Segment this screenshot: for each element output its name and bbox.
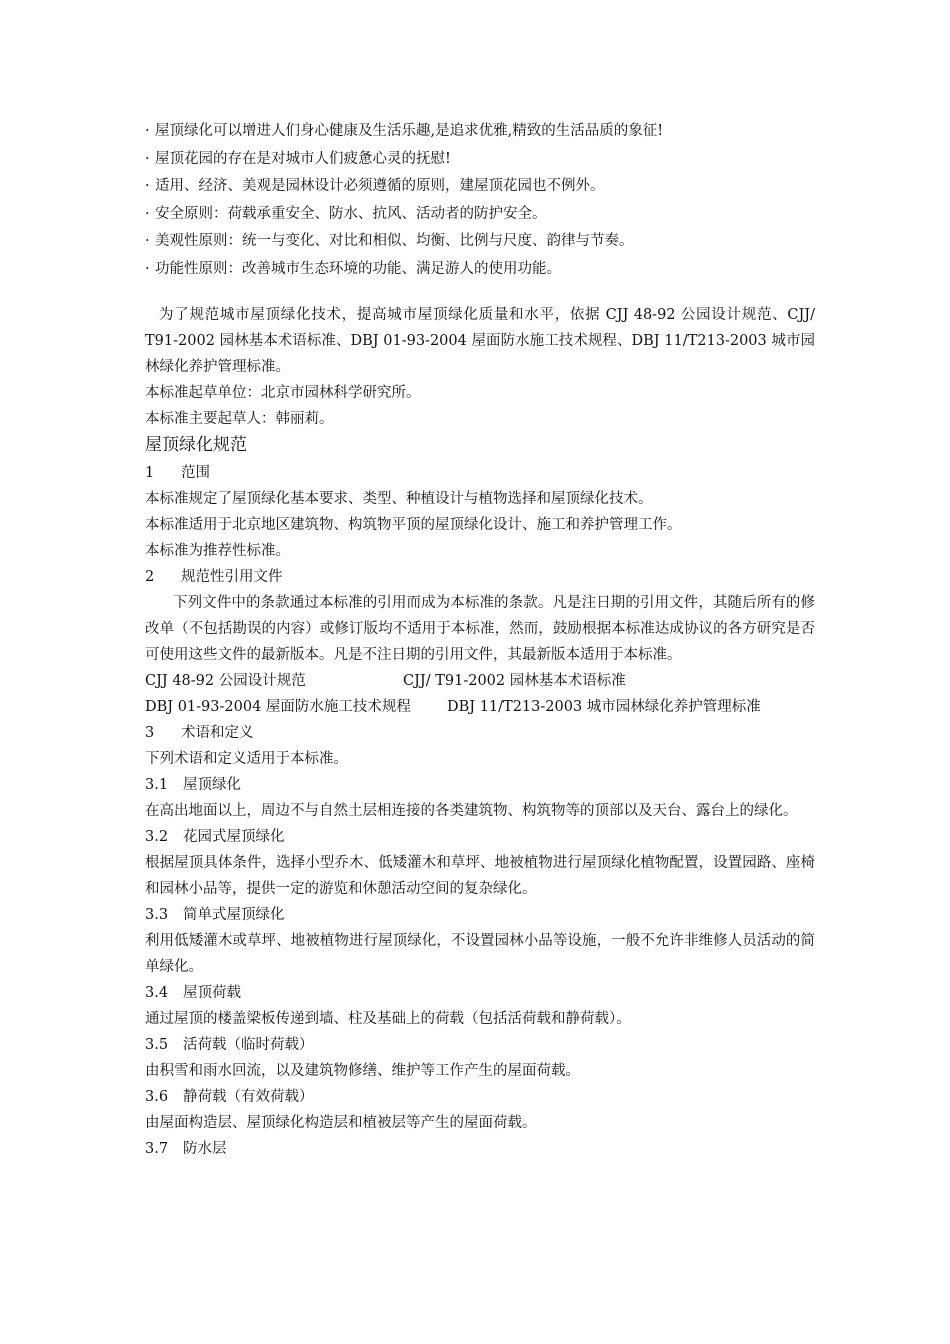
foreword-paragraph: 为了规范城市屋顶绿化技术，提高城市屋顶绿化质量和水平，依据 CJJ 48-92 公园设计规范、CJJ/ T91-2002 园林基本术语标准、DBJ 01-93-2004 屋面防水施工技术规程、DBJ 11/T213-2003 城市园林绿化养护管理标准。 <box>145 307 815 375</box>
list-item <box>145 173 815 201</box>
body-line: 本标准为推荐性标准。 <box>145 543 290 559</box>
term-number: 3.2 <box>145 829 169 845</box>
term-definition: 由屋面构造层、屋顶绿化构造层和植被层等产生的屋面荷载。 <box>145 1115 537 1131</box>
section-title: 规范性引用文件 <box>181 569 283 585</box>
bullet-text: 屋顶绿化可以增进人们身心健康及生活乐趣,是追求优雅,精致的生活品质的象征! <box>155 123 664 139</box>
bullet-text: 屋顶花园的存在是对城市人们疲惫心灵的抚慰! <box>155 150 451 167</box>
term-heading <box>145 824 815 850</box>
term-definition: 根据屋顶具体条件，选择小型乔木、低矮灌木和草坪、地被植物进行屋顶绿化植物配置，设置园路、座椅和园林小品等，提供一定的游览和休憩活动空间的复杂绿化。 <box>145 855 815 897</box>
reference-item: DBJ 01-93-2004 屋面防水施工技术规程 <box>145 699 411 715</box>
term-title: 防水层 <box>183 1141 227 1157</box>
reference-item: CJJ 48-92 公园设计规范 <box>145 673 306 689</box>
term-heading <box>145 1032 815 1058</box>
section-title: 术语和定义 <box>181 725 254 741</box>
section-heading <box>145 720 815 746</box>
list-item <box>145 228 815 256</box>
term-title: 静荷载（有效荷载） <box>183 1089 314 1105</box>
term-number: 3.7 <box>145 1141 169 1157</box>
term-number: 3.4 <box>145 985 169 1001</box>
bullet-marker: · <box>145 233 150 249</box>
bullet-text: 安全原则：荷载承重安全、防水、抗风、活动者的防护安全。 <box>155 205 547 222</box>
reference-item: CJJ/ T91-2002 园林基本术语标准 <box>403 673 626 689</box>
list-item <box>145 256 815 284</box>
reference-row <box>145 668 815 694</box>
bullet-text: 美观性原则：统一与变化、对比和相似、均衡、比例与尺度、韵律与节奏。 <box>155 233 634 249</box>
reference-row <box>145 694 815 720</box>
section-number: 1 <box>145 465 155 481</box>
term-definition: 利用低矮灌木或草坪、地被植物进行屋顶绿化，不设置园林小品等设施，一般不允许非维修人员活动的简单绿化。 <box>145 933 815 975</box>
list-item <box>145 201 815 229</box>
term-heading <box>145 980 815 1006</box>
section-number: 3 <box>145 725 155 741</box>
body-line: 本标准适用于北京地区建筑物、构筑物平顶的屋顶绿化设计、施工和养护管理工作。 <box>145 517 682 533</box>
term-number: 3.5 <box>145 1037 169 1053</box>
list-item <box>145 146 815 174</box>
term-number: 3.6 <box>145 1089 169 1105</box>
bullet-marker: · <box>145 178 150 194</box>
term-title: 屋顶绿化 <box>183 777 241 793</box>
body-paragraph: 下列文件中的条款通过本标准的引用而成为本标准的条款。凡是注日期的引用文件，其随后所有的修改单（不包括勘误的内容）或修订版均不适用于本标准，然而，鼓励根据本标准达成协议的各方研究是否可使用这些文件的最新版本。凡是不注日期的引用文件，其最新版本适用于本标准。 <box>145 595 815 663</box>
section-heading <box>145 460 815 486</box>
term-title: 简单式屋顶绿化 <box>183 907 285 923</box>
bullet-marker: · <box>145 123 150 139</box>
term-heading <box>145 772 815 798</box>
term-title: 活荷载（临时荷载） <box>183 1037 314 1053</box>
bullet-text: 适用、经济、美观是园林设计必须遵循的原则，建屋顶花园也不例外。 <box>155 178 605 194</box>
section-heading <box>145 564 815 590</box>
foreword <box>145 302 815 432</box>
bullet-text: 功能性原则：改善城市生态环境的功能、满足游人的使用功能。 <box>155 260 561 277</box>
term-number: 3.3 <box>145 907 169 923</box>
document-title: 屋顶绿化规范 <box>145 435 247 455</box>
term-title: 屋顶荷载 <box>183 985 241 1001</box>
term-definition: 通过屋顶的楼盖梁板传递到墙、柱及基础上的荷载（包括活荷载和静荷载）。 <box>145 1011 631 1027</box>
bullet-marker: · <box>145 205 150 222</box>
term-heading <box>145 902 815 928</box>
bullet-list <box>145 118 815 283</box>
bullet-marker: · <box>145 260 150 277</box>
section-number: 2 <box>145 569 155 585</box>
list-item <box>145 118 815 146</box>
body-line: 本标准规定了屋顶绿化基本要求、类型、种植设计与植物选择和屋顶绿化技术。 <box>145 491 653 507</box>
drafting-unit: 本标准起草单位：北京市园林科学研究所。 <box>145 385 421 401</box>
standard-body <box>145 430 815 1162</box>
section-title: 范围 <box>181 465 210 481</box>
term-heading <box>145 1084 815 1110</box>
term-number: 3.1 <box>145 777 169 793</box>
body-line: 下列术语和定义适用于本标准。 <box>145 751 348 767</box>
term-heading <box>145 1136 815 1162</box>
term-definition: 由积雪和雨水回流，以及建筑物修缮、维护等工作产生的屋面荷载。 <box>145 1063 580 1079</box>
drafter: 本标准主要起草人：韩丽莉。 <box>145 411 334 427</box>
reference-item: DBJ 11/T213-2003 城市园林绿化养护管理标准 <box>447 699 761 715</box>
term-definition: 在高出地面以上，周边不与自然土层相连接的各类建筑物、构筑物等的顶部以及天台、露台上的绿化。 <box>145 803 798 819</box>
term-title: 花园式屋顶绿化 <box>183 829 285 845</box>
bullet-marker: · <box>145 150 150 167</box>
